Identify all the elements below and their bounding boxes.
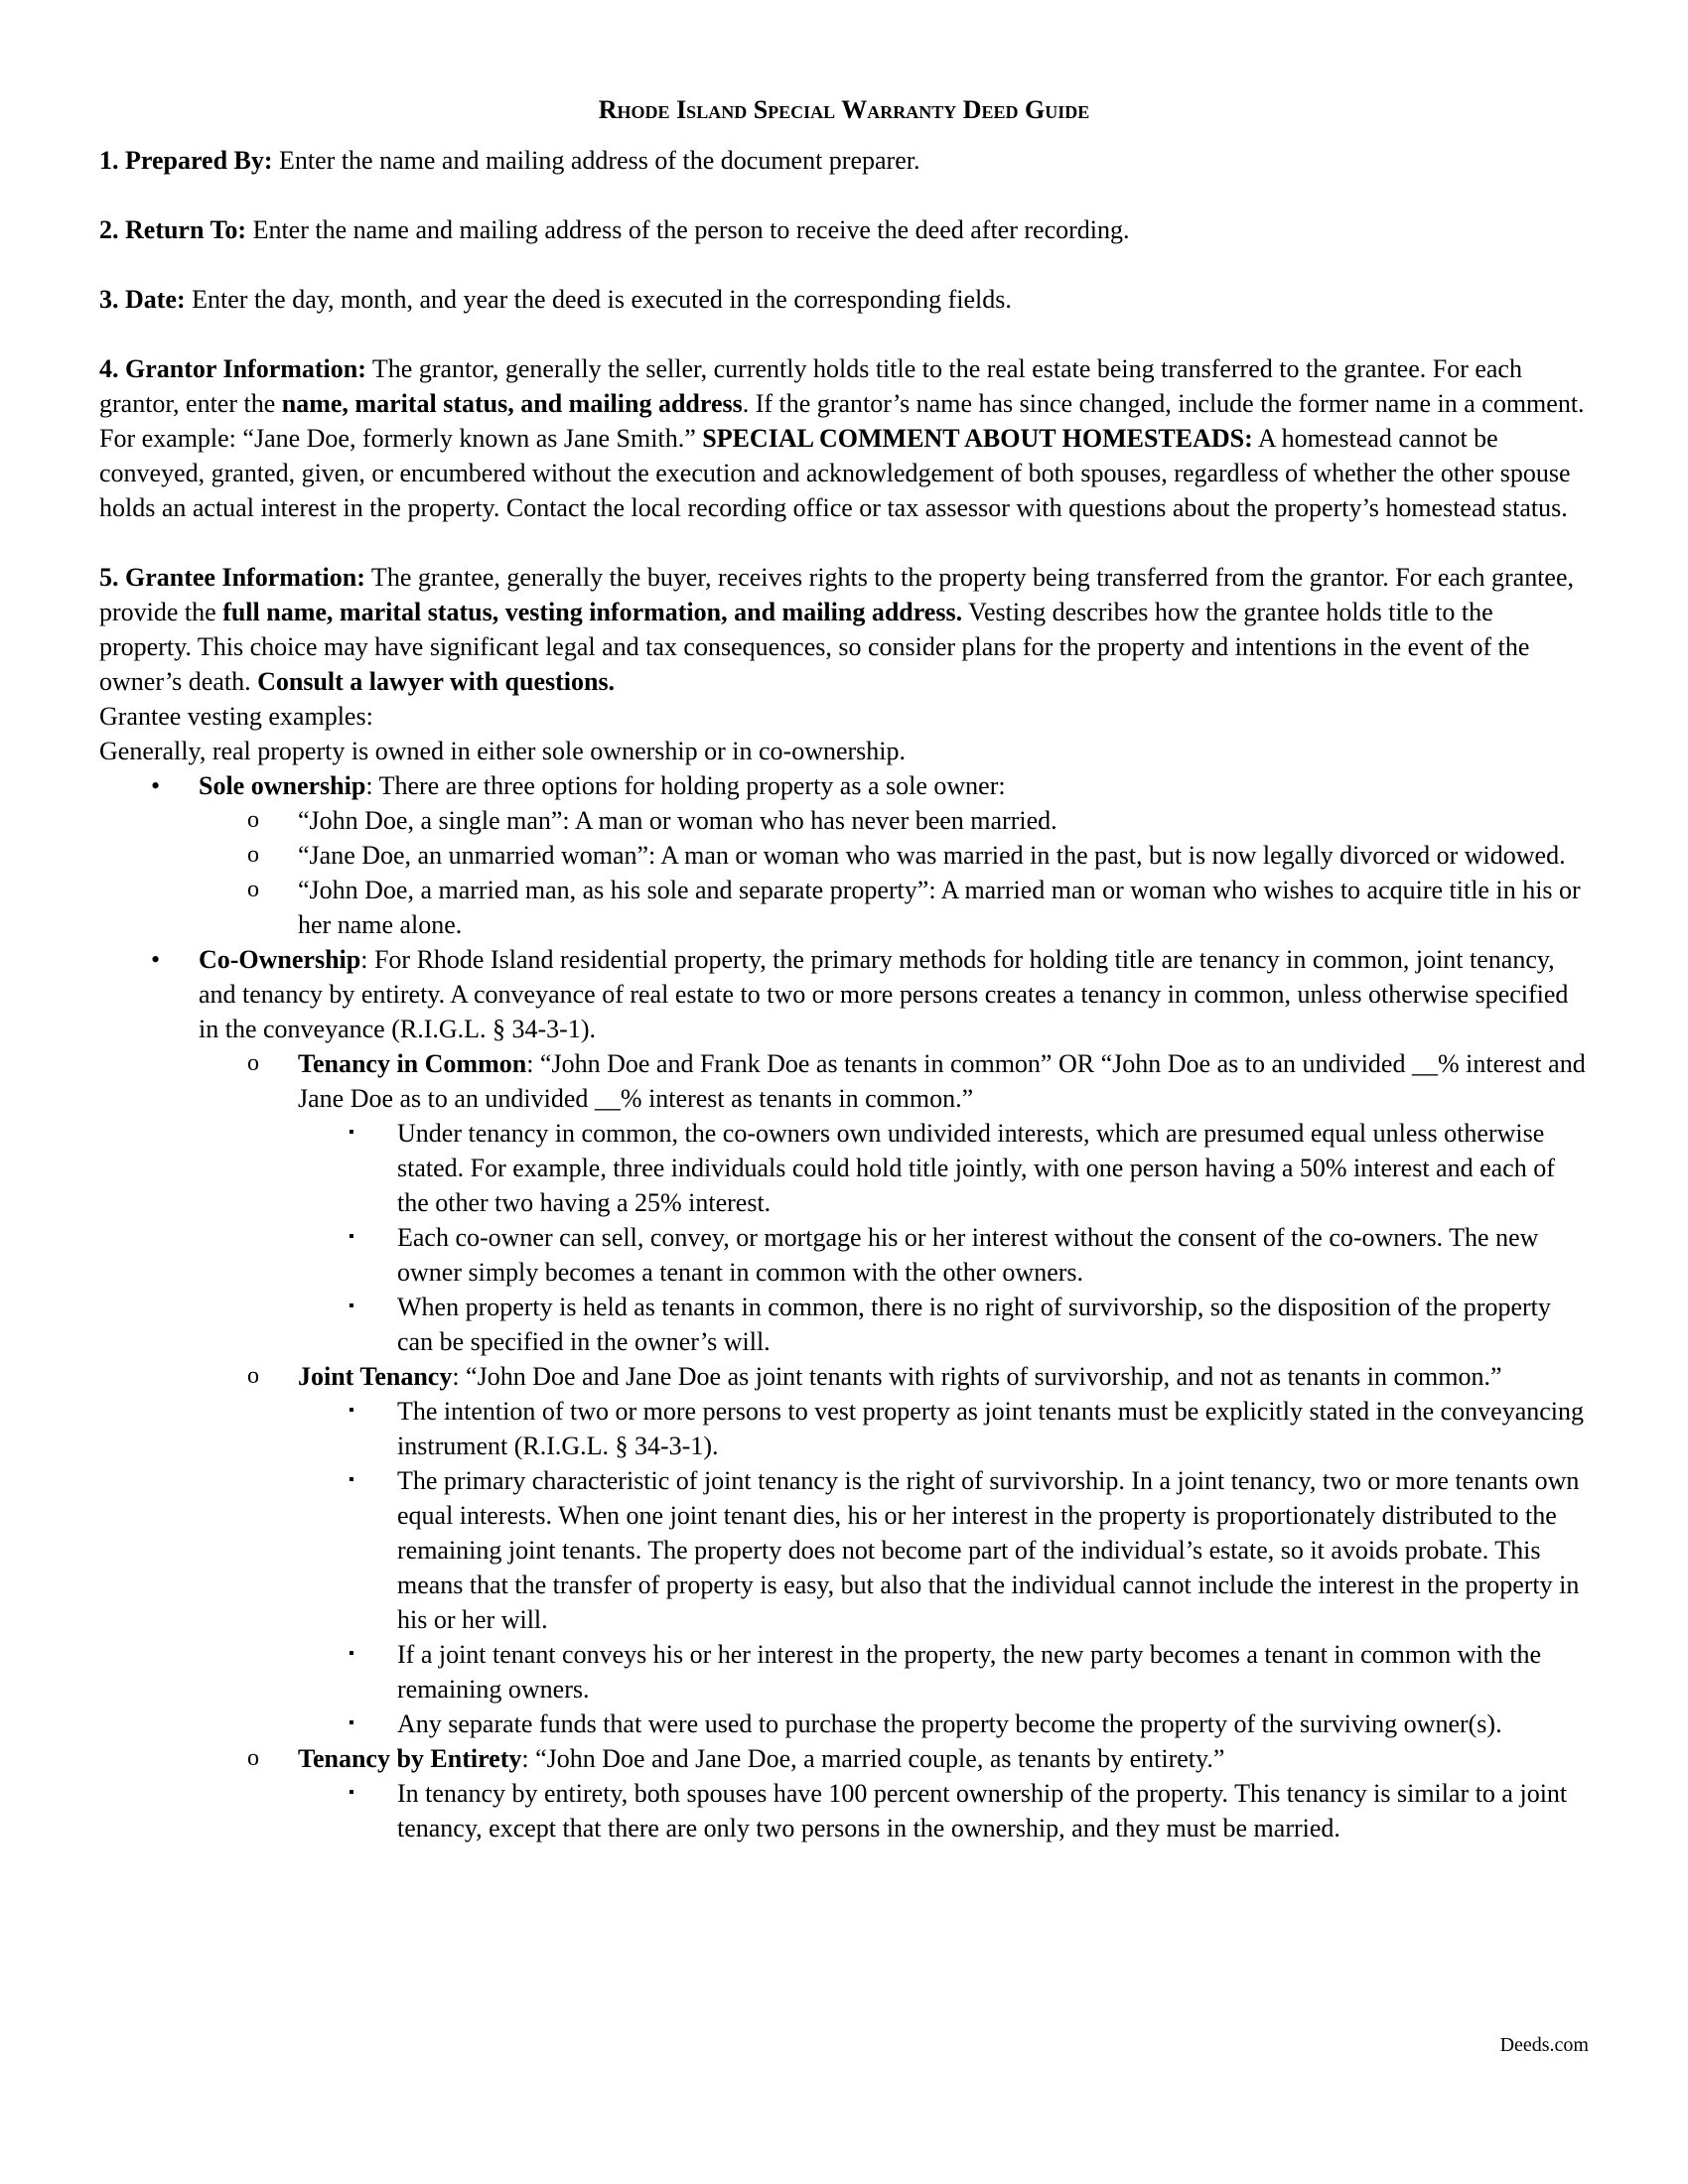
list-item-tic-point [99, 1290, 1589, 1359]
consult-lawyer-text: Consult a lawyer with questions. [257, 667, 616, 696]
item-text: Under tenancy in common, the co-owners own undivided interests, which are presumed equal unless otherwise stated. For example, three individuals could hold title jointly, with one person having a 50% interest and each of the other two having a 25% interest. [397, 1119, 1555, 1217]
list-item-tenancy-by-entirety [99, 1741, 1589, 1776]
square-marker: ▪ [349, 1714, 354, 1731]
section-text: The grantee, generally the buyer, receives rights to the property being transferred from the grantor. For each grantee, provide the [99, 563, 1575, 626]
item-text: : There are three options for holding property as a sole owner: [365, 771, 1006, 800]
section-text: Enter the day, month, and year the deed is executed in the corresponding fields. [185, 285, 1012, 314]
item-label: Co-Ownership [199, 945, 361, 974]
circle-marker: o [247, 1363, 259, 1389]
item-label: Tenancy by Entirety [298, 1744, 522, 1773]
section-label: 4. Grantor Information: [99, 354, 366, 383]
ownership-intro: Generally, real property is owned in either sole ownership or in co-ownership. [99, 737, 907, 765]
footer-source: Deeds.com [1499, 2034, 1589, 2056]
item-text: : “John Doe and Jane Doe, a married couple, as tenants by entirety.” [521, 1744, 1225, 1773]
document-page [99, 95, 1589, 1845]
section-label: 2. Return To: [99, 215, 247, 244]
list-item-unmarried-woman [99, 838, 1589, 873]
square-marker: ▪ [349, 1402, 354, 1419]
item-text: : For Rhode Island residential property, the primary methods for holding title are tenancy in common, joint tenancy, and tenancy by entirety. A conveyance of real estate to two or more persons creates a tenancy in common, unless otherwise specified in the conveyance (R.I.G.L. § 34-3-1). [199, 945, 1569, 1043]
list-item-sole-ownership [99, 768, 1589, 803]
circle-marker: o [247, 1050, 259, 1076]
item-text: Each co-owner can sell, convey, or mortgage his or her interest without the consent of the co-owners. The new owner simply becomes a tenant in common with the other owners. [397, 1223, 1539, 1287]
document-title: Rhode Island Special Warranty Deed Guide [598, 95, 1090, 124]
section-grantee-information [99, 560, 1589, 699]
list-item-co-ownership [99, 942, 1589, 1046]
item-text: “John Doe, a married man, as his sole and separate property”: A married man or woman who wishes to acquire title in his or her name alone. [298, 876, 1581, 939]
section-prepared-by [99, 143, 1589, 178]
list-item-tic-point [99, 1116, 1589, 1220]
item-text: “John Doe, a single man”: A man or woman who has never been married. [298, 806, 1057, 835]
list-item-tenancy-in-common [99, 1046, 1589, 1116]
section-return-to [99, 212, 1589, 247]
item-text: The intention of two or more persons to vest property as joint tenants must be explicitly stated in the conveyancing instrument (R.I.G.L. § 34-3-1). [397, 1397, 1585, 1460]
item-text: The primary characteristic of joint tenancy is the right of survivorship. In a joint tenancy, two or more tenants own equal interests. When one joint tenant dies, his or her interest in the property is proportionately distributed to the remaining joint tenants. The property does not become part of the individual’s estate, so it avoids probate. This means that the transfer of property is easy, but also that the individual cannot include the interest in the property in his or her will. [397, 1466, 1580, 1634]
square-marker: ▪ [349, 1228, 354, 1245]
list-item-jt-point [99, 1706, 1589, 1741]
section-label: 1. Prepared By: [99, 146, 273, 175]
section-label: 3. Date: [99, 285, 186, 314]
item-text: If a joint tenant conveys his or her interest in the property, the new party becomes a tenant in common with the remaining owners. [397, 1640, 1542, 1704]
list-item-tic-point [99, 1220, 1589, 1290]
section-grantor-information [99, 351, 1589, 525]
item-label: Joint Tenancy [298, 1362, 453, 1391]
circle-marker: o [247, 877, 259, 902]
circle-marker: o [247, 842, 259, 868]
square-marker: ▪ [349, 1297, 354, 1314]
emphasis-text: name, marital status, and mailing address [281, 389, 743, 418]
ownership-list [99, 768, 1589, 1845]
section-text: The grantor, generally the seller, currently holds title to the real estate being transferred to the grantee. For each grantor, enter the [99, 354, 1522, 418]
square-marker: ▪ [349, 1471, 354, 1488]
homestead-comment-label: SPECIAL COMMENT ABOUT HOMESTEADS: [702, 424, 1253, 453]
item-text: : “John Doe and Frank Doe as tenants in common” OR “John Doe as to an undivided __% interest and Jane Doe as to an undivided __% interest as tenants in common.” [298, 1049, 1586, 1113]
section-text: A homestead cannot be conveyed, granted, given, or encumbered without the execution and acknowledgement of both spouses, regardless of whether the other spouse holds an actual interest in the property. Contact the local recording office or tax assessor with questions about the property’s homestead status. [99, 424, 1571, 522]
list-item-tbe-point [99, 1776, 1589, 1845]
section-text: Enter the name and mailing address of the document preparer. [272, 146, 920, 175]
vesting-examples-heading: Grantee vesting examples: [99, 702, 373, 731]
section-text: . If the grantor’s name has since changed, include the former name in a comment. For example: “Jane Doe, formerly known as Jane Smith.” [99, 389, 1585, 453]
item-text: Any separate funds that were used to purchase the property become the property of the surviving owner(s). [397, 1709, 1502, 1738]
circle-marker: o [247, 807, 259, 833]
section-text: Vesting describes how the grantee holds title to the property. This choice may have significant legal and tax consequences, so consider plans for the property and intentions in the event of the owner’s death. [99, 598, 1530, 696]
circle-marker: o [247, 1745, 259, 1771]
bullet-marker: • [151, 771, 161, 800]
item-text: In tenancy by entirety, both spouses have 100 percent ownership of the property. This tenancy is similar to a joint tenancy, except that there are only two persons in the ownership, and they must be married. [397, 1779, 1568, 1843]
list-item-jt-point [99, 1637, 1589, 1706]
section-date [99, 282, 1589, 317]
emphasis-text: full name, marital status, vesting information, and mailing address. [222, 598, 963, 626]
item-text: “Jane Doe, an unmarried woman”: A man or woman who was married in the past, but is now legally divorced or widowed. [298, 841, 1566, 870]
item-label: Sole ownership [199, 771, 366, 800]
section-text: Enter the name and mailing address of the person to receive the deed after recording. [246, 215, 1130, 244]
square-marker: ▪ [349, 1784, 354, 1801]
item-text: : “John Doe and Jane Doe as joint tenants with rights of survivorship, and not as tenants in common.” [452, 1362, 1502, 1391]
list-item-single-man [99, 803, 1589, 838]
square-marker: ▪ [349, 1124, 354, 1141]
square-marker: ▪ [349, 1645, 354, 1662]
list-item-married-man-sole [99, 873, 1589, 942]
list-item-joint-tenancy [99, 1359, 1589, 1394]
list-item-jt-point [99, 1394, 1589, 1463]
item-text: When property is held as tenants in common, there is no right of survivorship, so the disposition of the property can be specified in the owner’s will. [397, 1293, 1551, 1356]
list-item-jt-point [99, 1463, 1589, 1637]
item-label: Tenancy in Common [298, 1049, 527, 1078]
section-label: 5. Grantee Information: [99, 563, 365, 592]
bullet-marker: • [151, 945, 161, 974]
